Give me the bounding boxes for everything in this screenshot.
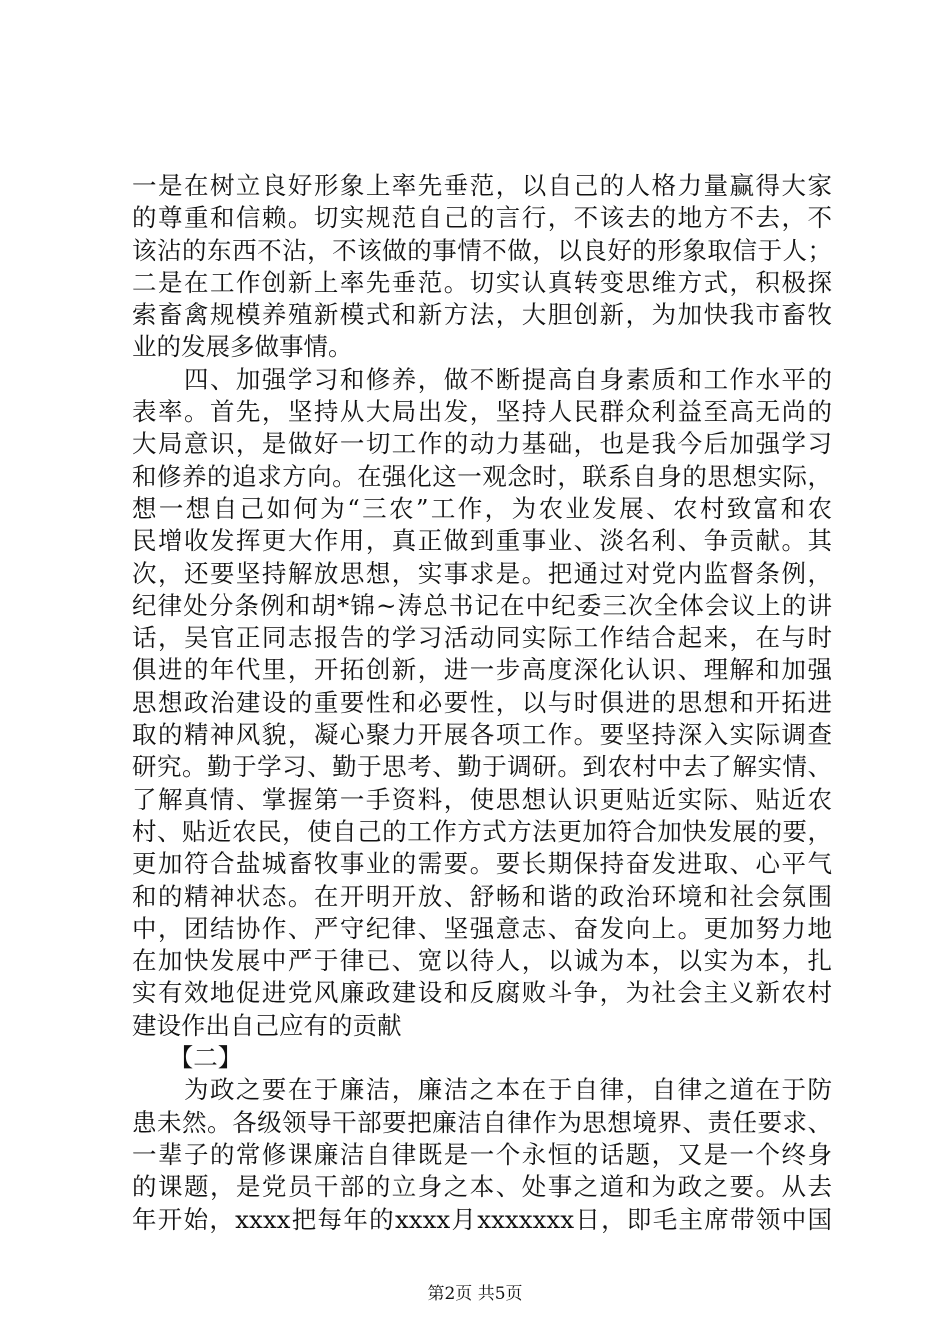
text-line: 话，吴官正同志报告的学习活动同实际工作结合起来，在与时 <box>132 623 832 653</box>
text-line: 在加快发展中严于律已、宽以待人，以诚为本，以实为本，扎 <box>132 946 832 976</box>
text-line: 研究。勤于学习、勤于思考、勤于调研。到农村中去了解实情、 <box>132 752 832 782</box>
text-line: 患未然。各级领导干部要把廉洁自律作为思想境界、责任要求、 <box>132 1107 832 1137</box>
text-line: 表率。首先，坚持从大局出发，坚持人民群众利益至高无尚的 <box>132 397 832 427</box>
text-line: 了解真情、掌握第一手资料，使思想认识更贴近实际、贴近农 <box>132 784 832 814</box>
text-line: 取的精神风貌，凝心聚力开展各项工作。要坚持深入实际调查 <box>132 720 832 750</box>
text-line: 的尊重和信赖。切实规范自己的言行，不该去的地方不去，不 <box>132 203 832 233</box>
text-line: 俱进的年代里，开拓创新，进一步高度深化认识、理解和加强 <box>132 655 832 685</box>
text-line: 一辈子的常修课廉洁自律既是一个永恒的话题，又是一个终身 <box>132 1139 832 1169</box>
text-line: 实有效地促进党风廉政建设和反腐败斗争，为社会主义新农村 <box>132 978 832 1008</box>
body-text <box>132 170 832 1236</box>
text-line: 为政之要在于廉洁，廉洁之本在于自律，自律之道在于防 <box>132 1075 832 1105</box>
text-line: 该沾的东西不沾，不该做的事情不做，以良好的形象取信于人； <box>132 235 832 265</box>
text-line: 和的精神状态。在开明开放、舒畅和谐的政治环境和社会氛围 <box>132 881 832 911</box>
text-line: 纪律处分条例和胡*锦~涛总书记在中纪委三次全体会议上的讲 <box>132 590 832 620</box>
text-line: 一是在树立良好形象上率先垂范，以自己的人格力量赢得大家 <box>132 171 832 200</box>
text-line: 更加符合盐城畜牧事业的需要。要长期保持奋发进取、心平气 <box>132 849 832 879</box>
text-line: 建设作出自己应有的贡献 <box>132 1010 402 1040</box>
text-line: 中，团结协作、严守纪律、坚强意志、奋发向上。更加努力地 <box>132 913 832 943</box>
text-line: 想一想自己如何为“三农”工作，为农业发展、农村致富和农 <box>132 493 832 523</box>
text-line: 村、贴近农民，使自己的工作方式方法更加符合加快发展的要， <box>132 816 832 846</box>
text-line: 和修养的追求方向。在强化这一观念时，联系自身的思想实际， <box>132 461 832 491</box>
text-line: 业的发展多做事情。 <box>132 332 353 362</box>
text-line: 的课题，是党员干部的立身之本、处事之道和为政之要。从去 <box>132 1172 832 1202</box>
text-line: 四、加强学习和修养，做不断提高自身素质和工作水平的 <box>132 364 832 394</box>
text-line: 思想政治建设的重要性和必要性，以与时俱进的思想和开拓进 <box>132 687 832 717</box>
text-line: 索畜禽规模养殖新模式和新方法，大胆创新，为加快我市畜牧 <box>132 300 832 330</box>
text-line: 次，还要坚持解放思想，实事求是。把通过对党内监督条例， <box>132 558 832 588</box>
text-line: 大局意识，是做好一切工作的动力基础，也是我今后加强学习 <box>132 429 832 459</box>
section-heading: 【二】 <box>132 1043 243 1073</box>
text-line: 民增收发挥更大作用，真正做到重事业、淡名利、争贡献。其 <box>132 526 832 556</box>
text-line: 二是在工作创新上率先垂范。切实认真转变思维方式，积极探 <box>132 267 832 297</box>
page-footer: 第2页 共5页 <box>427 1284 523 1304</box>
text-line: 年开始，xxxx把每年的xxxx月xxxxxxx日，即毛主席带领中国 <box>132 1204 832 1234</box>
